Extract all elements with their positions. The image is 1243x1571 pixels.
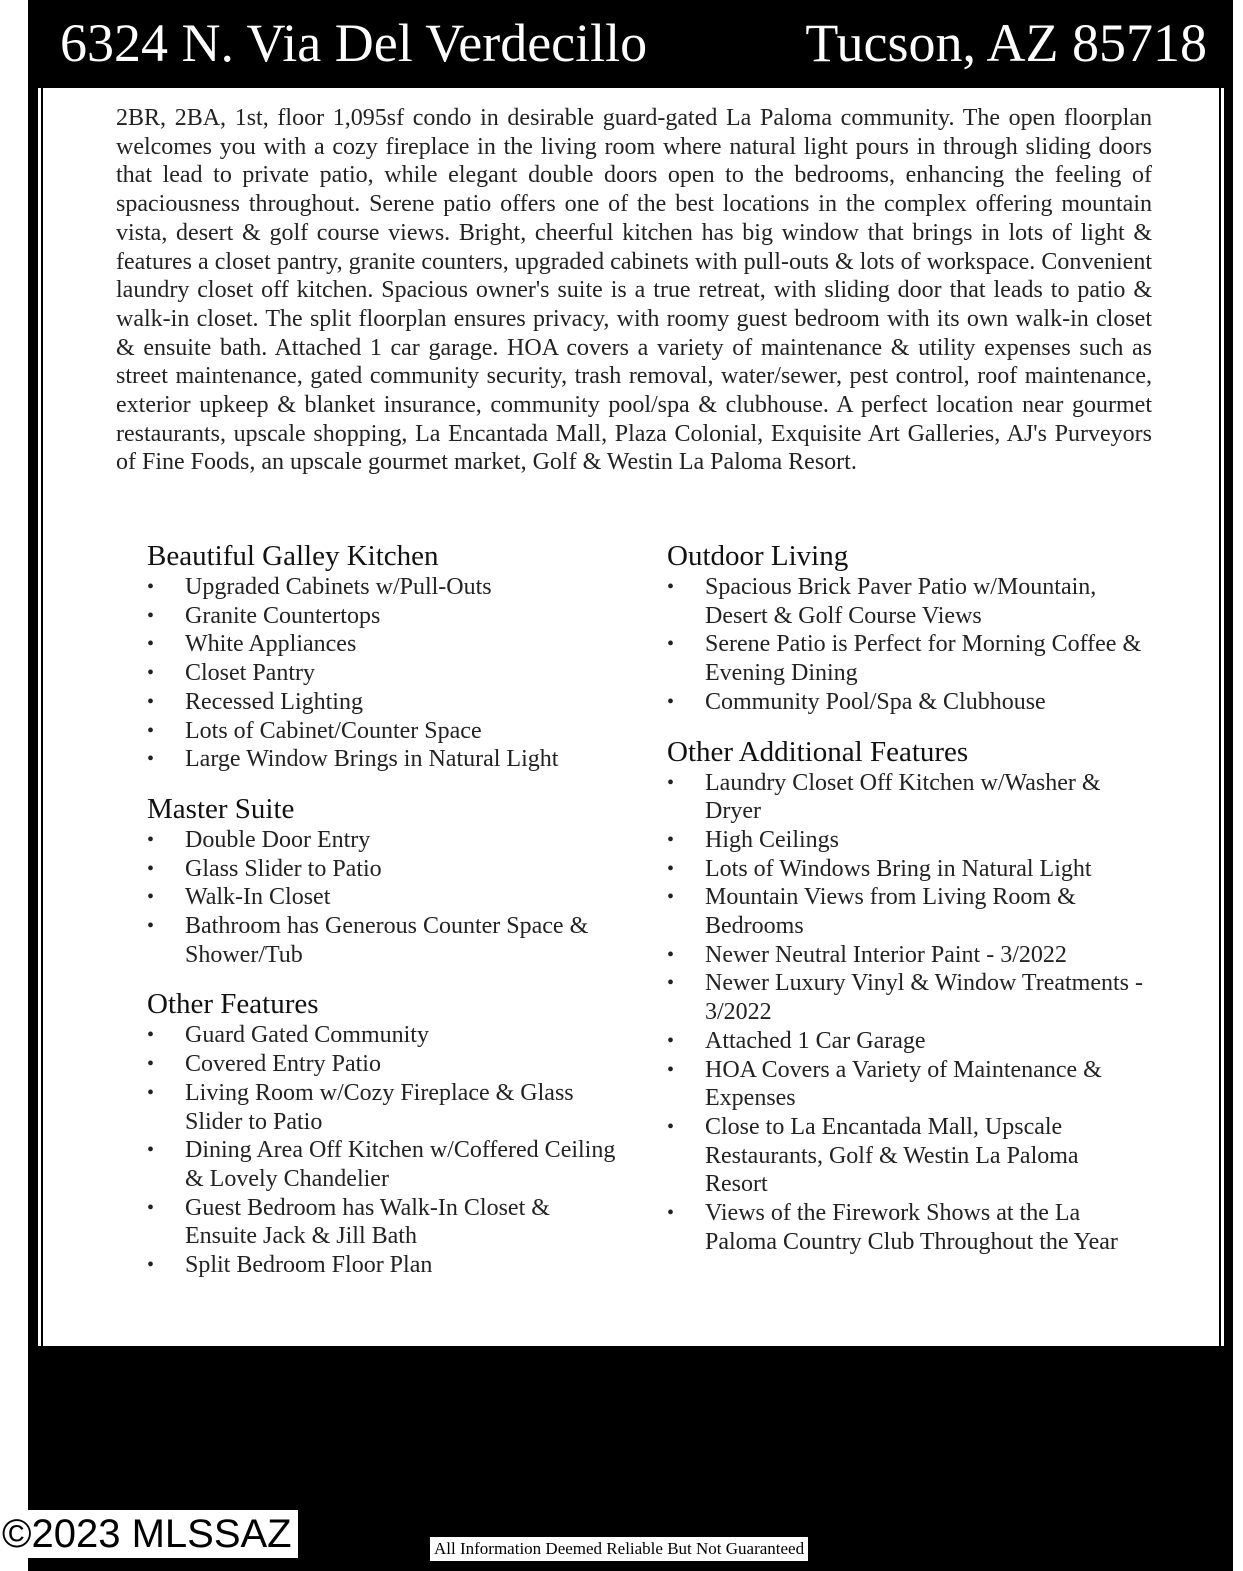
list-item: • Bathroom has Generous Counter Space & Shower/Tub (147, 912, 617, 969)
section-other-features (147, 987, 617, 1279)
list-item: • Attached 1 Car Garage (667, 1027, 1147, 1056)
list-item: • Closet Pantry (147, 659, 617, 688)
list-item: • Guest Bedroom has Walk-In Closet & Ensuite Jack & Jill Bath (147, 1194, 617, 1251)
feature-list (667, 573, 1147, 717)
list-item: • Views of the Firework Shows at the La Paloma Country Club Throughout the Year (667, 1199, 1147, 1256)
list-item: • Glass Slider to Patio (147, 855, 617, 884)
list-item: • Dining Area Off Kitchen w/Coffered Ceiling & Lovely Chandelier (147, 1136, 617, 1193)
list-item: • Guard Gated Community (147, 1021, 617, 1050)
list-item: • Walk-In Closet (147, 883, 617, 912)
list-item: • Lots of Cabinet/Counter Space (147, 717, 617, 746)
feature-list (147, 826, 617, 970)
list-item: • Recessed Lighting (147, 688, 617, 717)
property-description: 2BR, 2BA, 1st, floor 1,095sf condo in desirable guard-gated La Paloma community. The open floorplan welcomes you with a cozy fireplace in the living room where natural light pours in through sliding doors that lead to private patio, while elegant double doors open to the bedrooms, enhancing the feeling of spaciousness throughout. Serene patio offers one of the best locations in the complex offering mountain vista, desert & golf course views. Bright, cheerful kitchen has big window that brings in lots of light & features a closet pantry, granite counters, upgraded cabinets with pull-outs & lots of workspace. Convenient laundry closet off kitchen. Spacious owner's suite is a true retreat, with sliding door that leads to patio & walk-in closet. The split floorplan ensures privacy, with roomy guest bedroom with its own walk-in closet & ensuite bath. Attached 1 car garage. HOA covers a variety of maintenance & utility expenses such as street maintenance, gated community security, trash removal, water/sewer, pest control, roof maintenance, exterior upkeep & blanket insurance, community pool/spa & clubhouse. A perfect location near gourmet restaurants, upscale shopping, La Encantada Mall, Plaza Colonial, Exquisite Art Galleries, AJ's Purveyors of Fine Foods, an upscale gourmet market, Golf & Westin La Paloma Resort. (116, 105, 1152, 476)
feature-list (147, 1021, 617, 1279)
property-address: 6324 N. Via Del Verdecillo (60, 13, 648, 73)
list-item: • Newer Neutral Interior Paint - 3/2022 (667, 941, 1147, 970)
list-item: • Double Door Entry (147, 826, 617, 855)
list-item: • Mountain Views from Living Room & Bedrooms (667, 883, 1147, 940)
disclaimer-text: All Information Deemed Reliable But Not Guaranteed (430, 1537, 808, 1561)
list-item: • Serene Patio is Perfect for Morning Coffee & Evening Dining (667, 630, 1147, 687)
list-item: • Large Window Brings in Natural Light (147, 745, 617, 774)
list-item: • Split Bedroom Floor Plan (147, 1251, 617, 1280)
list-item: • White Appliances (147, 630, 617, 659)
section-title: Other Additional Features (667, 735, 969, 768)
section-kitchen (147, 539, 617, 774)
list-item: • Spacious Brick Paver Patio w/Mountain, Desert & Golf Course Views (667, 573, 1147, 630)
list-item: • Granite Countertops (147, 602, 617, 631)
list-item: • Close to La Encantada Mall, Upscale Restaurants, Golf & Westin La Paloma Resort (667, 1113, 1147, 1199)
list-item: • Upgraded Cabinets w/Pull-Outs (147, 573, 617, 602)
property-city: Tucson, AZ 85718 (805, 13, 1207, 73)
feature-list (147, 573, 617, 774)
list-item: • Newer Luxury Vinyl & Window Treatments - 3/2022 (667, 969, 1147, 1026)
feature-list (667, 769, 1147, 1257)
list-item: • Living Room w/Cozy Fireplace & Glass Slider to Patio (147, 1079, 617, 1136)
list-item: • Community Pool/Spa & Clubhouse (667, 688, 1147, 717)
list-item: • High Ceilings (667, 826, 1147, 855)
section-title: Master Suite (147, 792, 295, 825)
features-left-column (147, 539, 617, 1280)
section-additional-features (667, 735, 1147, 1257)
section-master-suite (147, 792, 617, 970)
section-title: Beautiful Galley Kitchen (147, 540, 439, 572)
section-title: Other Features (147, 988, 319, 1021)
list-item: • HOA Covers a Variety of Maintenance & Expenses (667, 1056, 1147, 1113)
list-item: • Covered Entry Patio (147, 1050, 617, 1079)
list-item: • Lots of Windows Bring in Natural Light (667, 855, 1147, 884)
section-outdoor-living (667, 539, 1147, 717)
section-title: Outdoor Living (667, 540, 849, 572)
list-item: • Laundry Closet Off Kitchen w/Washer & Dryer (667, 769, 1147, 826)
header-bar (28, 0, 1233, 86)
features-right-column (667, 539, 1147, 1256)
content-panel (38, 88, 1224, 1346)
copyright-watermark: ©2023 MLSSAZ (0, 1510, 298, 1558)
